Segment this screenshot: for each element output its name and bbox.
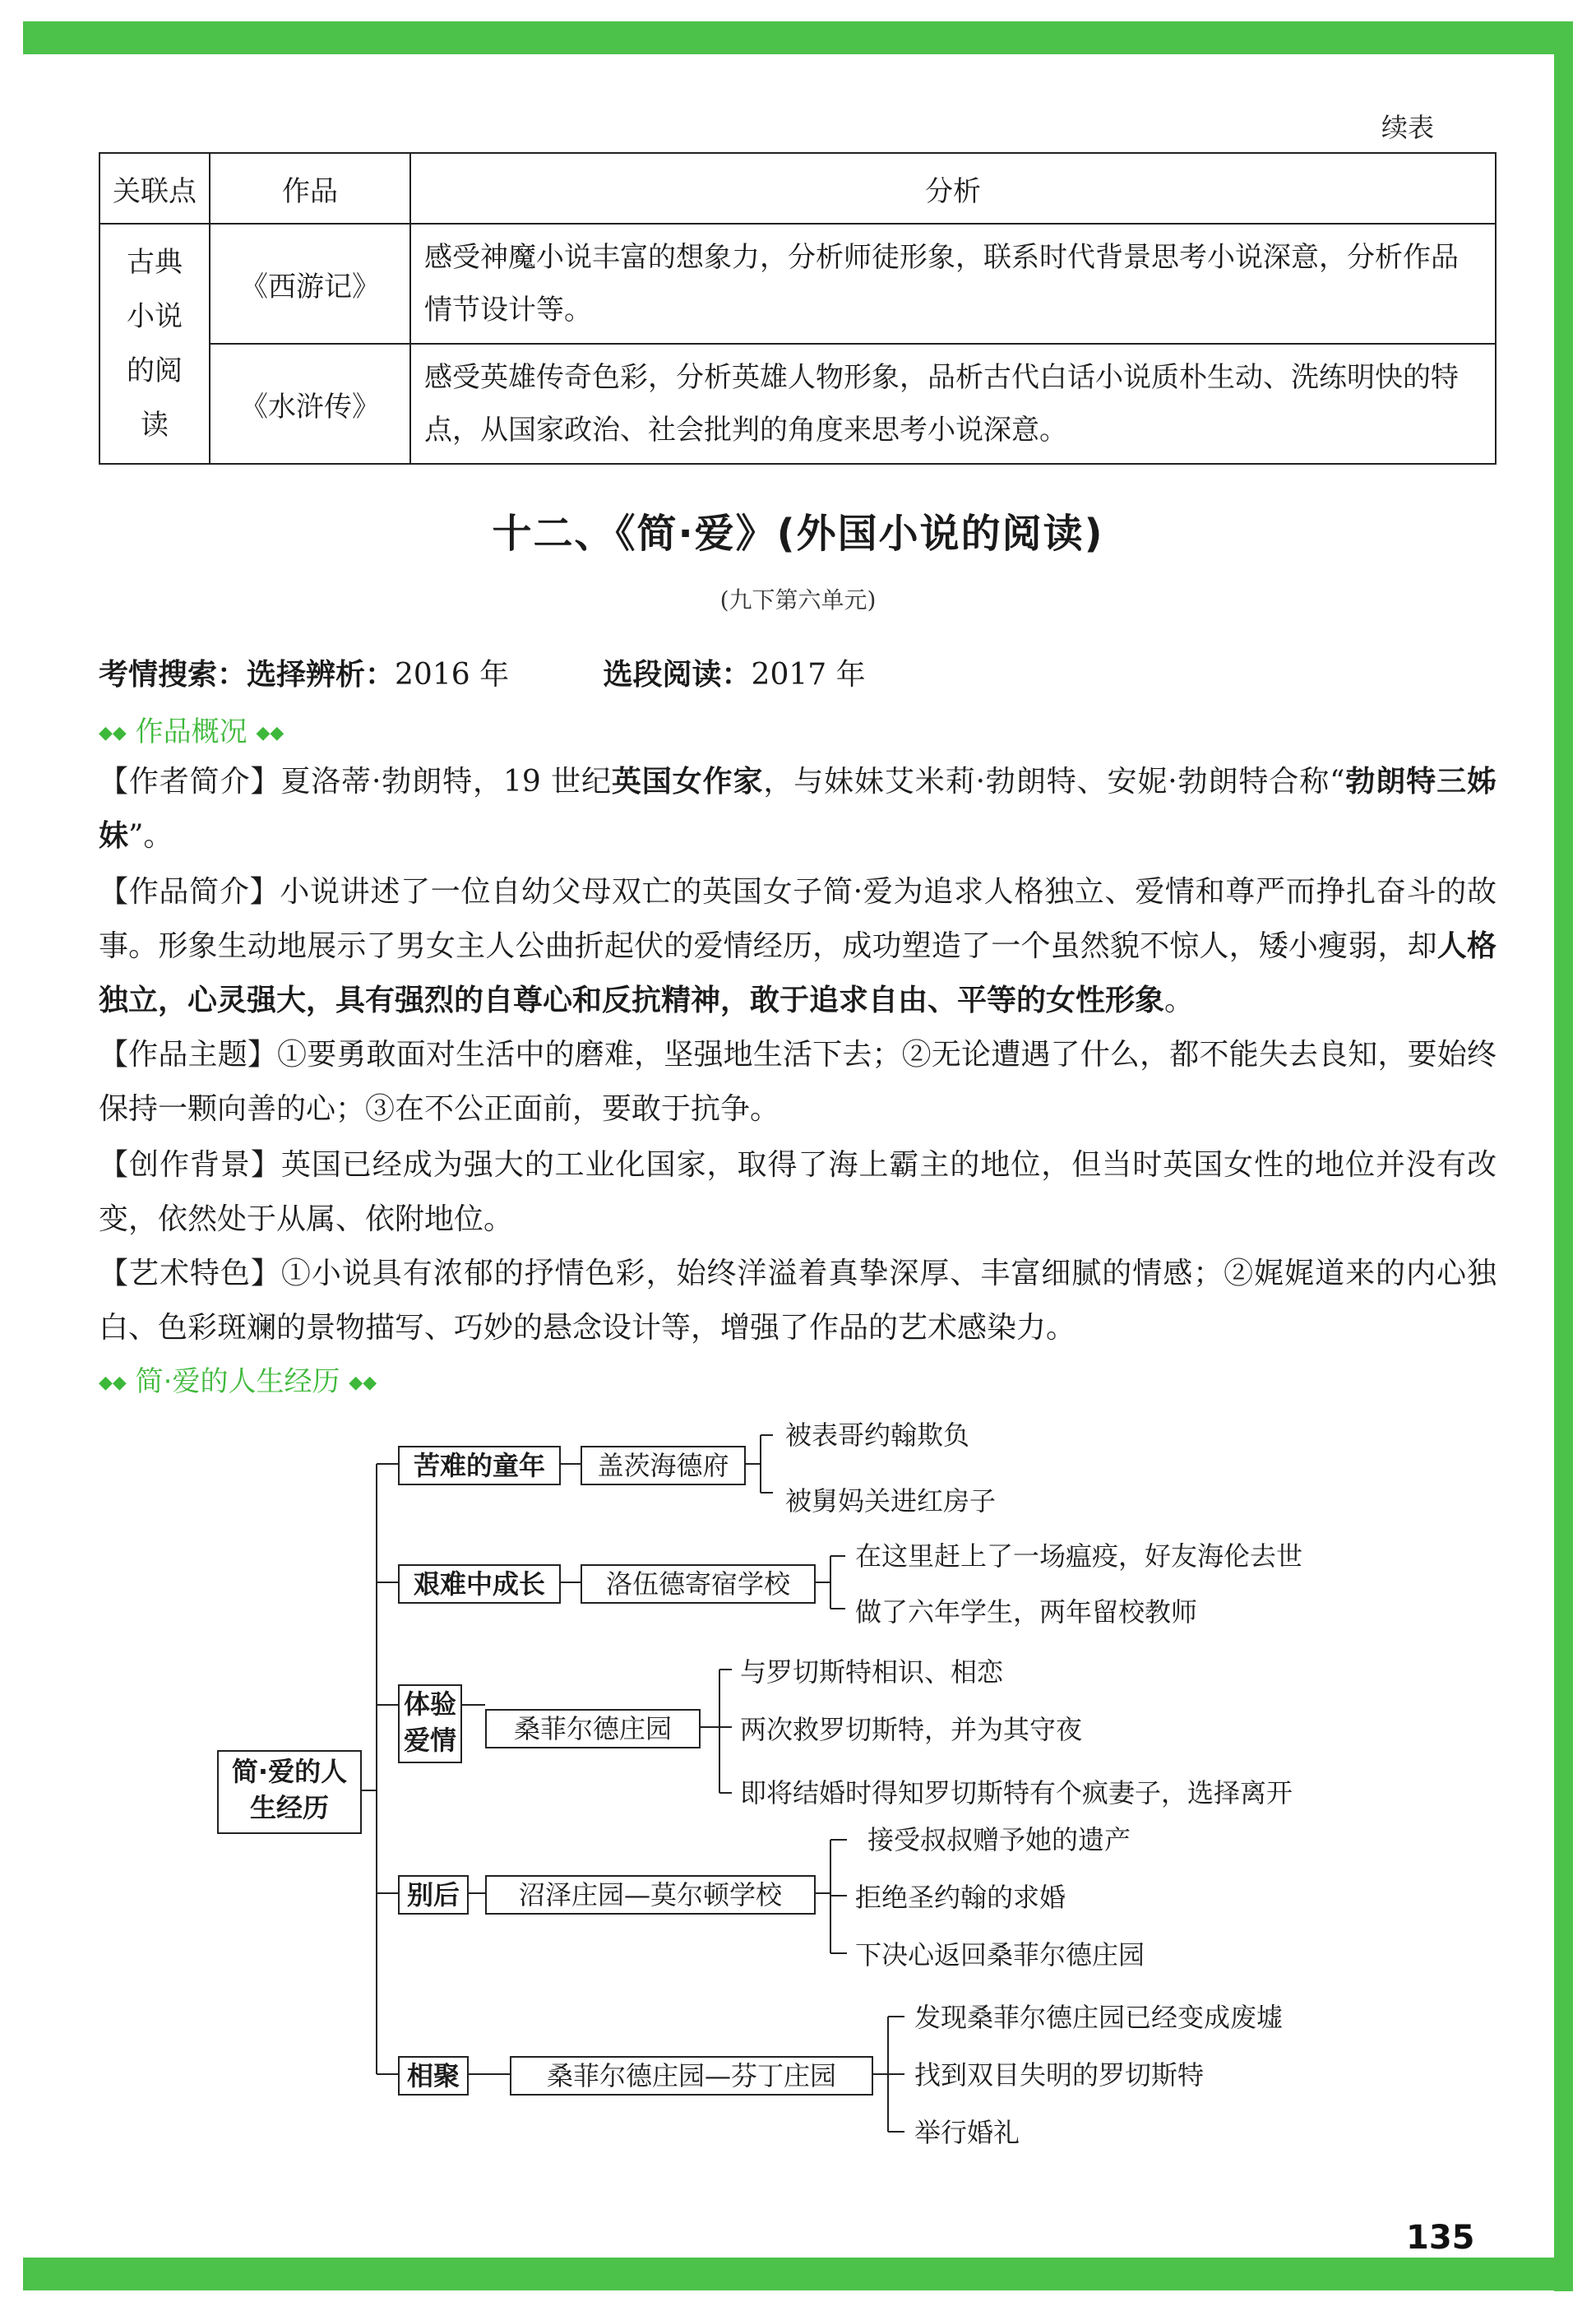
place-box: 桑菲尔德庄园—芬丁庄园 (510, 2056, 873, 2096)
art-tag: 【艺术特色】 (99, 1257, 281, 1290)
life-heading-text: 简·爱的人生经历 (135, 1365, 340, 1398)
event-item: 与罗切斯特相识、相恋 (740, 1656, 1004, 1688)
event-item: 发现桑菲尔德庄园已经变成废墟 (914, 2002, 1284, 2033)
stage-box: 别后 (398, 1875, 469, 1915)
continued-label: 续表 (1381, 112, 1435, 143)
place-box: 沼泽庄园—莫尔顿学校 (485, 1875, 816, 1915)
event-item: 在这里赶上了一场瘟疫，好友海伦去世 (855, 1540, 1303, 1572)
stage-box: 艰难中成长 (398, 1564, 561, 1604)
exam-item-year: 2016 年 (395, 658, 510, 692)
theme-tag: 【作品主题】 (99, 1038, 278, 1072)
ornament-icon: ◆◆ (349, 1373, 377, 1393)
exam-item-year: 2017 年 (751, 658, 866, 692)
place-box: 盖茨海德府 (581, 1446, 746, 1485)
event-item: 两次救罗切斯特，并为其守夜 (740, 1714, 1083, 1745)
ornament-icon: ◆◆ (256, 723, 285, 743)
section-title: 十二、《简·爱》(外国小说的阅读) (492, 511, 1104, 557)
event-item: 找到双目失明的罗切斯特 (914, 2059, 1205, 2091)
table-header: 作品 (210, 153, 410, 224)
event-item: 即将结婚时得知罗切斯特有个疯妻子，选择离开 (740, 1777, 1293, 1809)
art-text: ①小说具有浓郁的抒情色彩，始终洋溢着真挚深厚、丰富细腻的情感；②娓娓道来的内心独白、色彩斑斓的景物描写、巧妙的悬念设计等，增强了作品的艺术感染力。 (99, 1257, 1497, 1345)
section-subtitle: (九下第六单元) (719, 586, 877, 614)
intro-text: 小说讲述了一位自幼父母双亡的英国女子简·爱为追求人格独立、爱情和尊严而挣扎奋斗的故事。形象生动地展示了男女主人公曲折起伏的爱情经历，成功塑造了一个虽然貌不惊人，矮小瘦弱，却 (99, 875, 1497, 963)
work-cell: 《水浒传》 (210, 344, 410, 464)
event-item: 被表哥约翰欺负 (785, 1419, 970, 1451)
mindmap-root: 简·爱的人生经历 (217, 1750, 362, 1834)
page-number: 135 (1406, 2219, 1475, 2257)
author-highlight: 英国女作家 (611, 765, 764, 799)
analysis-cell: 感受神魔小说丰富的想象力，分析师徒形象，联系时代背景思考小说深意，分析作品情节设计等。 (410, 224, 1496, 344)
exam-item-label: 选段阅读： (603, 658, 752, 692)
analysis-cell: 感受英雄传奇色彩，分析英雄人物形象，品析古代白话小说质朴生动、洗练明快的特点，从国家政治、社会批判的角度来思考小说深意。 (410, 344, 1496, 464)
theme-text: ①要勇敢面对生活中的磨难，坚强地生活下去；②无论遭遇了什么，都不能失去良知，要始终保持一颗向善的心；③在不公正面前，要敢于抗争。 (99, 1038, 1497, 1126)
ornament-icon: ◆◆ (99, 1373, 127, 1393)
author-tag: 【作者简介】 (99, 765, 281, 799)
background-text: 英国已经成为强大的工业化国家，取得了海上霸主的地位，但当时英国女性的地位并没有改变，依然处于从属、依附地位。 (99, 1148, 1497, 1236)
place-box: 洛伍德寄宿学校 (581, 1564, 816, 1604)
exam-info-label: 考情搜索： (99, 658, 247, 692)
table-header: 关联点 (99, 153, 210, 224)
author-text: ，与妹妹艾米莉·勃朗特、安妮·勃朗特合称“ (763, 765, 1345, 799)
intro-tag: 【作品简介】 (99, 875, 280, 909)
ornament-icon: ◆◆ (99, 723, 127, 743)
place-box: 桑菲尔德庄园 (485, 1709, 701, 1748)
overview-heading-text: 作品概况 (135, 716, 247, 748)
author-highlight: 勃朗特三姊妹 (99, 765, 1497, 853)
author-text: ”。 (128, 819, 173, 853)
event-item: 被舅妈关进红房子 (785, 1485, 997, 1517)
stage-box: 苦难的童年 (398, 1446, 561, 1485)
intro-highlight: 人格独立，心灵强大，具有强烈的自尊心和反抗精神，敢于追求自由、平等的女性形象 (99, 929, 1497, 1017)
work-cell: 《西游记》 (210, 224, 410, 344)
event-item: 拒绝圣约翰的求婚 (855, 1882, 1066, 1913)
table-header: 分析 (410, 153, 1496, 224)
event-item: 接受叔叔赠予她的遗产 (867, 1824, 1131, 1855)
stage-box: 体验爱情 (398, 1684, 462, 1763)
exam-item-label: 选择辨析： (247, 658, 396, 692)
event-item: 下决心返回桑菲尔德庄园 (855, 1939, 1145, 1971)
background-tag: 【创作背景】 (99, 1148, 281, 1182)
author-text: 夏洛蒂·勃朗特，19 世纪 (280, 765, 612, 799)
stage-box: 相聚 (398, 2056, 469, 2096)
event-item: 举行婚礼 (914, 2117, 1020, 2148)
category-label: 古典小说的阅读 (127, 246, 183, 442)
intro-text: 。 (1164, 984, 1195, 1017)
event-item: 做了六年学生，两年留校教师 (855, 1596, 1198, 1628)
